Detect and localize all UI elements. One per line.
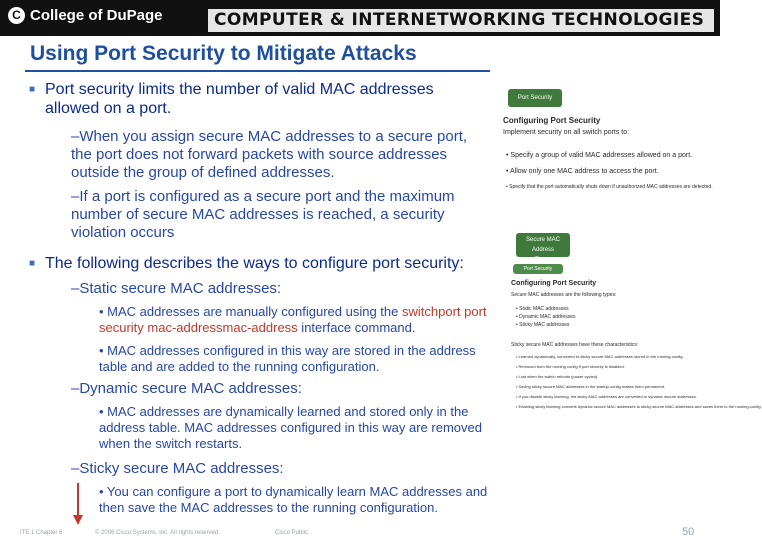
logo-mark-icon: C [8, 7, 25, 24]
shot2-item: • Removed from the running config if port security is disabled. [516, 364, 625, 369]
port-security-button[interactable]: Port Security [508, 89, 562, 107]
title-underline [25, 70, 490, 72]
header-bar [0, 0, 720, 36]
page-number: 50 [682, 526, 695, 538]
shot1-item: • Specify a group of valid MAC addresses allowed on a port. [506, 152, 693, 159]
shot2-item: • If you disable sticky learning, the sticky MAC addresses are converted to dynamic secure addresses. [516, 394, 697, 399]
shot1-item: • Specify that the port automatically shuts down if unauthorized MAC addresses are detected. [506, 184, 713, 190]
dynamic-heading: –Dynamic secure MAC addresses: [71, 380, 302, 397]
shot1-heading: Configuring Port Security [503, 116, 601, 125]
shot1-intro: Implement security on all switch ports to: [503, 129, 630, 136]
department-banner: COMPUTER & INTERNETWORKING TECHNOLOGIES [208, 9, 714, 32]
shot2-type: • Dynamic MAC addresses [516, 314, 576, 320]
command-text: security mac-addressmac-address [99, 320, 298, 335]
down-arrow-icon [72, 483, 84, 525]
button-line: Secure MAC Address [525, 237, 560, 253]
shot2-item: • Lost when the switch reboots (power cycled). [516, 374, 599, 379]
static-point-2 [99, 343, 476, 375]
college-logo[interactable] [8, 7, 163, 24]
footer-chapter: ITE 1 Chapter 6 [20, 530, 63, 536]
static-point-1 [99, 304, 487, 336]
subbullet-line: outside the group of defined addresses. [71, 164, 335, 181]
square-bullet-icon: ■ [29, 258, 36, 269]
subbullet-assign-secure [71, 128, 467, 182]
subbullet-line: number of secure MAC addresses is reached, a security [71, 206, 445, 223]
shot2-item: • Learned dynamically, converted to sticky secure MAC addresses stored in the running-config. [516, 354, 684, 359]
static-line: • MAC addresses configured in this way are stored in the address [99, 343, 476, 358]
button-line: Types [534, 257, 551, 263]
shot2-type: • Static MAC addresses [516, 306, 569, 312]
shot2-heading: Configuring Port Security [511, 280, 597, 287]
shot2-intro: Secure MAC addresses are the following types: [511, 292, 617, 298]
sticky-point-1 [99, 484, 487, 516]
sticky-line: then save the MAC addresses to the running configuration. [99, 500, 438, 515]
text-run: interface command. [297, 320, 416, 335]
subbullet-line: violation occurs [71, 224, 175, 241]
dynamic-line: address table. MAC addresses configured in this way are removed [99, 420, 482, 435]
static-line [99, 320, 487, 336]
shot2-section2: Sticky secure MAC addresses have these characteristics: [511, 342, 639, 348]
static-line [99, 304, 487, 320]
bullet-configure-ways [29, 254, 464, 273]
embedded-screenshot-mac-types [508, 228, 762, 438]
text-run: • MAC addresses are manually configured using the [99, 304, 402, 319]
square-bullet-icon: ■ [29, 84, 36, 95]
bullet-port-security [29, 80, 434, 118]
embedded-screenshot-port-security [500, 84, 713, 204]
dynamic-line: • MAC addresses are dynamically learned and stored only in the [99, 404, 469, 419]
bullet-line: Port security limits the number of valid MAC addresses [45, 81, 434, 98]
dynamic-line: when the switch restarts. [99, 436, 243, 451]
shot2-type: • Sticky MAC addresses [516, 322, 570, 328]
static-heading: –Static secure MAC addresses: [71, 280, 282, 297]
command-text: switchport port [402, 304, 487, 319]
secure-mac-types-button[interactable] [516, 233, 570, 263]
dynamic-point-1 [99, 404, 482, 452]
logo-text: College of DuPage [30, 7, 163, 24]
sticky-heading: –Sticky secure MAC addresses: [71, 460, 284, 477]
subbullet-line: –If a port is configured as a secure port and the maximum [71, 188, 455, 205]
slide-title: Using Port Security to Mitigate Attacks [30, 42, 417, 65]
sticky-line: • You can configure a port to dynamically learn MAC addresses and [99, 484, 488, 499]
footer-copyright: © 2006 Cisco Systems, Inc. All rights reserved. [95, 530, 220, 536]
subbullet-line: the port does not forward packets with source addresses [71, 146, 448, 163]
footer-classification: Cisco Public [275, 530, 309, 536]
port-security-subbutton[interactable]: Port Security [513, 264, 563, 274]
subbullet-violation [71, 188, 455, 242]
shot2-item: • Enabling sticky learning converts dynamic secure MAC addresses to sticky secure MAC addresses and saves them to the running-config. [516, 404, 762, 409]
subbullet-line: –When you assign secure MAC addresses to a secure port, [71, 128, 468, 145]
shot1-item: • Allow only one MAC address to access the port. [506, 168, 659, 175]
shot2-item: • Saving sticky secure MAC addresses in the startup-config makes them permanent. [516, 384, 666, 389]
bullet-line: The following describes the ways to configure port security: [45, 255, 464, 272]
bullet-line: allowed on a port. [45, 100, 172, 117]
static-line: table and are added to the running configuration. [99, 359, 380, 374]
